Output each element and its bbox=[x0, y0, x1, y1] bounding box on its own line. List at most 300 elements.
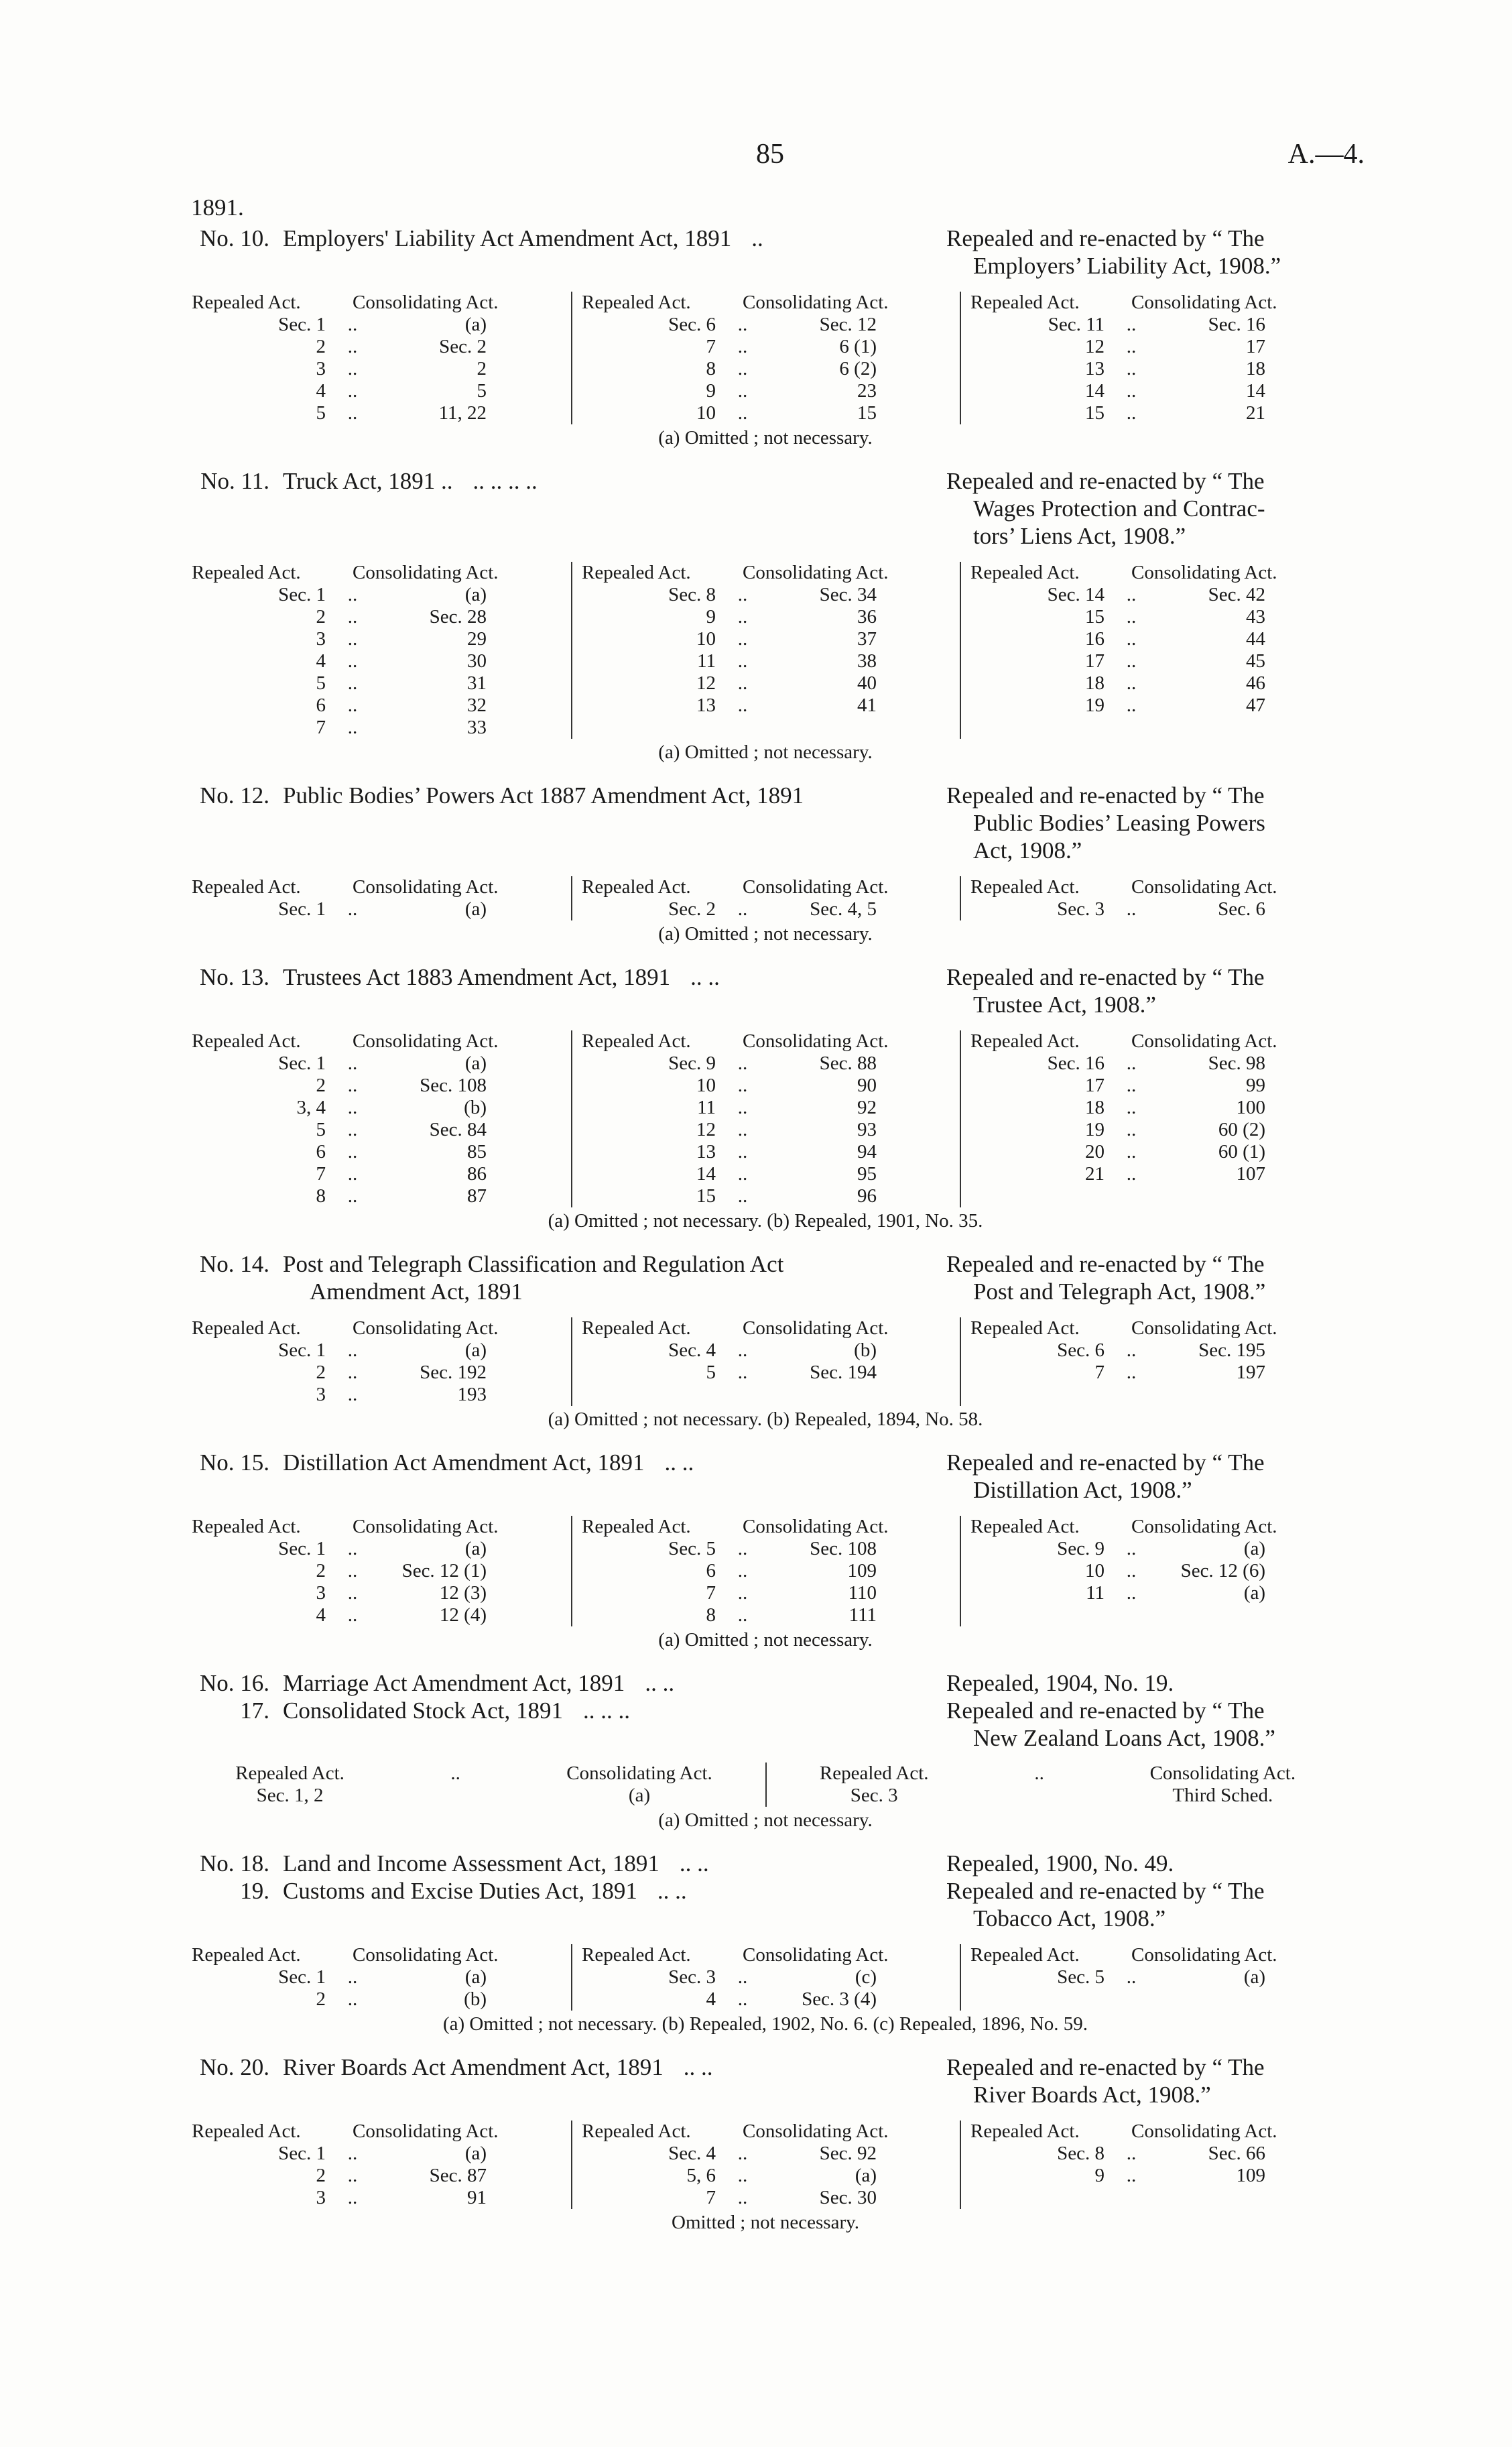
comparison-row bbox=[582, 1604, 960, 1626]
comparison-row bbox=[582, 672, 960, 695]
comparison-row bbox=[192, 1163, 571, 1185]
consolidating-act-heading: Consolidating Act. bbox=[743, 562, 889, 583]
leader-dots: .. bbox=[347, 1538, 358, 1559]
leader-dots: .. bbox=[751, 225, 763, 251]
consolidating-column bbox=[566, 1763, 712, 1807]
disposition-line: Repealed and re-enacted by “ The bbox=[946, 1878, 1265, 1904]
repealed-column bbox=[235, 1763, 344, 1807]
comparison-row bbox=[582, 336, 960, 358]
repealed-section: 4 bbox=[316, 650, 326, 672]
comparison-row bbox=[192, 1604, 571, 1626]
comparison-block bbox=[182, 1317, 571, 1406]
comparison-row bbox=[192, 1362, 571, 1384]
consolidating-act-heading: Consolidating Act. bbox=[353, 562, 499, 583]
consolidating-section: Sec. 12 (1) bbox=[401, 1560, 487, 1581]
column-headings bbox=[192, 292, 571, 314]
consolidating-section: Sec. 108 bbox=[420, 1075, 487, 1096]
leader-dots: .. bbox=[737, 1362, 748, 1383]
comparison-row bbox=[970, 402, 1348, 424]
comparison-row bbox=[582, 358, 960, 380]
comparison-block bbox=[960, 292, 1348, 424]
repealed-section: 14 bbox=[1085, 380, 1105, 402]
repealed-act-heading: Repealed Act. bbox=[582, 1944, 691, 1966]
section-heading bbox=[182, 1697, 1348, 1752]
act-section bbox=[182, 782, 1348, 946]
year-heading: 1891. bbox=[191, 194, 244, 221]
disposition-line: Repealed and re-enacted by “ The bbox=[946, 225, 1265, 251]
disposition bbox=[946, 1850, 1348, 1877]
comparison-row bbox=[970, 1119, 1348, 1141]
leader-dots: .. bbox=[347, 380, 358, 402]
repealed-act-heading: Repealed Act. bbox=[819, 1763, 929, 1784]
consolidating-section: Sec. 42 bbox=[1208, 584, 1265, 605]
leader-dots: .. bbox=[347, 1966, 358, 1988]
consolidating-act-heading: Consolidating Act. bbox=[1131, 2121, 1277, 2142]
footnote: (a) Omitted ; not necessary. bbox=[658, 427, 873, 449]
leader-dots: .. bbox=[737, 1582, 748, 1604]
repealed-section: Sec. 3 bbox=[1057, 898, 1105, 920]
disposition-line: Wages Protection and Contrac- bbox=[973, 495, 1265, 522]
consolidating-section: (b) bbox=[854, 1339, 877, 1361]
consolidating-section: 18 bbox=[1246, 358, 1265, 379]
consolidating-section: Sec. 92 bbox=[819, 2143, 877, 2164]
repealed-section: 8 bbox=[706, 358, 716, 379]
disposition bbox=[946, 782, 1348, 864]
act-title bbox=[283, 1877, 946, 1932]
comparison-row bbox=[970, 1582, 1348, 1604]
column-headings bbox=[970, 876, 1348, 898]
disposition-line: Employers’ Liability Act, 1908.” bbox=[973, 253, 1281, 279]
consolidating-section: Third Sched. bbox=[1172, 1785, 1273, 1806]
comparison-row bbox=[582, 584, 960, 606]
repealed-act-heading: Repealed Act. bbox=[970, 1944, 1080, 1966]
leader-dots: .. bbox=[1034, 1763, 1044, 1784]
consolidating-section: 107 bbox=[1236, 1163, 1265, 1185]
consolidating-section: 60 (2) bbox=[1218, 1119, 1265, 1140]
act-title bbox=[283, 963, 946, 1018]
repealed-section: 18 bbox=[1085, 1097, 1105, 1118]
consolidating-act-heading: Consolidating Act. bbox=[1149, 1763, 1296, 1784]
leader-dots: .. bbox=[737, 1163, 748, 1185]
section-heading bbox=[182, 467, 1348, 550]
leader-dots: .. bbox=[1126, 695, 1137, 716]
repealed-section: 3 bbox=[316, 2187, 326, 2208]
comparison-row bbox=[970, 2143, 1348, 2165]
leader-dots: .. bbox=[1126, 1141, 1137, 1162]
comparison-row bbox=[970, 1163, 1348, 1185]
comparison-row bbox=[970, 380, 1348, 402]
disposition bbox=[946, 1669, 1348, 1697]
comparison-row bbox=[970, 695, 1348, 717]
column-headings bbox=[192, 876, 571, 898]
repealed-section: Sec. 3 bbox=[850, 1785, 898, 1806]
repealed-act-heading: Repealed Act. bbox=[970, 1030, 1080, 1052]
act-section bbox=[182, 1449, 1348, 1652]
footnote: (a) Omitted ; not necessary. bbox=[658, 1809, 873, 1831]
consolidating-act-heading: Consolidating Act. bbox=[353, 1317, 499, 1339]
consolidating-section: (a) bbox=[464, 898, 487, 920]
consolidating-section: (a) bbox=[1243, 1966, 1265, 1988]
consolidating-act-heading: Consolidating Act. bbox=[743, 1030, 889, 1052]
repealed-section: 7 bbox=[1094, 1362, 1105, 1383]
comparison-row bbox=[192, 380, 571, 402]
comparison-block bbox=[571, 1944, 960, 2011]
repealed-section: 11 bbox=[697, 650, 716, 672]
repealed-section: Sec. 16 bbox=[1047, 1053, 1105, 1074]
leader-dots: .. bbox=[347, 402, 358, 424]
consolidating-section: 86 bbox=[467, 1163, 487, 1185]
consolidating-act-heading: Consolidating Act. bbox=[353, 1030, 499, 1052]
leader-dots: .. bbox=[1126, 314, 1137, 335]
leader-dots: .. bbox=[1126, 628, 1137, 650]
leader-dots: .. bbox=[737, 380, 748, 402]
leader-dots: .. bbox=[347, 1988, 358, 2010]
repealed-section: 17 bbox=[1085, 1075, 1105, 1096]
repealed-section: 18 bbox=[1085, 672, 1105, 694]
consolidating-section: Sec. 192 bbox=[420, 1362, 487, 1383]
consolidating-section: (a) bbox=[464, 1053, 487, 1074]
section-heading bbox=[182, 963, 1348, 1018]
footnote: (a) Omitted ; not necessary. bbox=[658, 741, 873, 763]
leader-dots: .. bbox=[347, 695, 358, 716]
leader-dots: .. bbox=[737, 1988, 748, 2010]
leader-dots: .. bbox=[737, 1141, 748, 1162]
leader-dots: .. bbox=[347, 1185, 358, 1207]
comparison-row bbox=[192, 584, 571, 606]
consolidating-section: 47 bbox=[1246, 695, 1265, 716]
repealed-act-heading: Repealed Act. bbox=[192, 2121, 301, 2142]
consolidating-section: 193 bbox=[457, 1384, 487, 1405]
column-headings bbox=[970, 292, 1348, 314]
act-title-line: Post and Telegraph Classification and Regulation Act bbox=[283, 1251, 784, 1277]
consolidating-section: 33 bbox=[467, 717, 487, 738]
comparison-block bbox=[182, 292, 571, 424]
repealed-section: 4 bbox=[316, 380, 326, 402]
consolidating-act-heading: Consolidating Act. bbox=[353, 876, 499, 898]
comparison-row bbox=[970, 606, 1348, 628]
repealed-section: 2 bbox=[316, 2165, 326, 2186]
leader-dots: .. .. bbox=[657, 1878, 687, 1904]
column-headings bbox=[970, 1030, 1348, 1053]
consolidating-act-heading: Consolidating Act. bbox=[743, 292, 889, 313]
consolidating-section: Sec. 34 bbox=[819, 584, 877, 605]
comparison-row bbox=[582, 695, 960, 717]
comparison-row bbox=[192, 2165, 571, 2187]
comparison-block bbox=[182, 562, 571, 739]
leader-dots: .. bbox=[347, 1339, 358, 1361]
comparison-row bbox=[582, 2143, 960, 2165]
disposition bbox=[946, 1250, 1348, 1305]
disposition-line: Repealed, 1904, No. 19. bbox=[946, 1670, 1174, 1696]
repealed-section: 10 bbox=[1085, 1560, 1105, 1581]
consolidating-section: 38 bbox=[857, 650, 877, 672]
column-headings bbox=[582, 562, 960, 584]
comparison-row bbox=[192, 1119, 571, 1141]
repealed-section: 5 bbox=[316, 1119, 326, 1140]
leader-dots: .. bbox=[347, 1582, 358, 1604]
disposition-line: Distillation Act, 1908.” bbox=[973, 1477, 1192, 1503]
repealed-act-heading: Repealed Act. bbox=[970, 876, 1080, 898]
leader-dots: .. bbox=[737, 1053, 748, 1074]
consolidating-section: (c) bbox=[855, 1966, 877, 1988]
leader-dots: .. bbox=[1126, 2143, 1137, 2164]
leader-dots: .. bbox=[737, 1075, 748, 1096]
repealed-act-heading: Repealed Act. bbox=[192, 876, 301, 898]
repealed-section: Sec. 5 bbox=[1057, 1966, 1105, 1988]
act-section bbox=[182, 1669, 1348, 1832]
repealed-section: 7 bbox=[706, 336, 716, 357]
page-number: 85 bbox=[756, 139, 784, 170]
comparison-row bbox=[970, 1075, 1348, 1097]
leader-dots: .. bbox=[1126, 1097, 1137, 1118]
act-title-line: Amendment Act, 1891 bbox=[310, 1278, 523, 1305]
leader-dots: .. bbox=[737, 1538, 748, 1559]
consolidating-section: 6 (1) bbox=[839, 336, 877, 357]
act-title bbox=[283, 782, 946, 864]
comparison-row bbox=[192, 402, 571, 424]
consolidating-act-heading: Consolidating Act. bbox=[353, 1516, 499, 1537]
leader-dots: .. bbox=[737, 336, 748, 357]
leader-dots: .. bbox=[347, 650, 358, 672]
act-title-text: Land and Income Assessment Act, 1891 bbox=[283, 1850, 659, 1876]
repealed-section: 8 bbox=[706, 1604, 716, 1626]
column-headings bbox=[582, 876, 960, 898]
leader-dots: .. bbox=[347, 606, 358, 628]
consolidating-section: 111 bbox=[848, 1604, 877, 1626]
comparison-row bbox=[192, 1384, 571, 1406]
repealed-section: Sec. 1 bbox=[278, 898, 326, 920]
act-section bbox=[182, 1250, 1348, 1431]
leader-dots: .. bbox=[737, 1966, 748, 1988]
leader-dots: .. bbox=[347, 1163, 358, 1185]
leader-dots: .. bbox=[737, 358, 748, 379]
comparison-block bbox=[960, 562, 1348, 739]
leader-dots: .. bbox=[1126, 336, 1137, 357]
comparison-row bbox=[582, 314, 960, 336]
section-number: No. 18. bbox=[199, 1850, 269, 1876]
repealed-section: 21 bbox=[1085, 1163, 1105, 1185]
leader-dots: .. .. .. .. bbox=[472, 468, 538, 494]
comparison-row bbox=[970, 1538, 1348, 1560]
consolidating-act-heading: Consolidating Act. bbox=[743, 2121, 889, 2142]
consolidating-section: 45 bbox=[1246, 650, 1265, 672]
section-number: No. 13. bbox=[199, 964, 269, 990]
comparison-row bbox=[192, 358, 571, 380]
consolidating-act-heading: Consolidating Act. bbox=[566, 1763, 712, 1784]
comparison-row bbox=[582, 1560, 960, 1582]
section-number: No. 10. bbox=[199, 225, 269, 251]
repealed-act-heading: Repealed Act. bbox=[192, 562, 301, 583]
leader-dots: .. bbox=[1126, 380, 1137, 402]
section-number: No. 12. bbox=[199, 782, 269, 809]
leader-dots: .. bbox=[347, 336, 358, 357]
repealed-section: 12 bbox=[696, 672, 716, 694]
leader-dots: .. bbox=[1126, 2165, 1137, 2186]
leader-dots bbox=[450, 1763, 460, 1807]
repealed-act-heading: Repealed Act. bbox=[582, 1317, 691, 1339]
comparison-table bbox=[182, 1763, 1348, 1807]
consolidating-section: 60 (1) bbox=[1218, 1141, 1265, 1162]
section-number: No. 15. bbox=[199, 1449, 269, 1476]
comparison-block bbox=[182, 1030, 571, 1207]
leader-dots: .. .. bbox=[645, 1670, 675, 1696]
repealed-section: 11 bbox=[697, 1097, 716, 1118]
disposition-line: Repealed and re-enacted by “ The bbox=[946, 1697, 1265, 1724]
leader-dots: .. bbox=[737, 1185, 748, 1207]
comparison-row bbox=[192, 1053, 571, 1075]
comparison-row bbox=[192, 1966, 571, 1988]
leader-dots: .. bbox=[1126, 402, 1137, 424]
comparison-row bbox=[970, 1053, 1348, 1075]
consolidating-act-heading: Consolidating Act. bbox=[1131, 1944, 1277, 1966]
leader-dots: .. bbox=[737, 672, 748, 694]
repealed-act-heading: Repealed Act. bbox=[582, 876, 691, 898]
consolidating-act-heading: Consolidating Act. bbox=[743, 876, 889, 898]
comparison-row bbox=[192, 2143, 571, 2165]
repealed-section: Sec. 3 bbox=[668, 1966, 716, 1988]
repealed-section: 6 bbox=[706, 1560, 716, 1581]
consolidating-section: Sec. 66 bbox=[1208, 2143, 1265, 2164]
column-headings bbox=[192, 1030, 571, 1053]
consolidating-section: Sec. 84 bbox=[429, 1119, 487, 1140]
comparison-row bbox=[970, 898, 1348, 920]
consolidating-act-heading: Consolidating Act. bbox=[743, 1944, 889, 1966]
repealed-section: 16 bbox=[1085, 628, 1105, 650]
act-title-text: Public Bodies’ Powers Act 1887 Amendment Act, 1891 bbox=[283, 782, 804, 809]
repealed-section: Sec. 1 bbox=[278, 1053, 326, 1074]
leader-dots: .. bbox=[1126, 1163, 1137, 1185]
repealed-act-heading: Repealed Act. bbox=[192, 1944, 301, 1966]
comparison-block bbox=[182, 2121, 571, 2209]
comparison-row bbox=[970, 1560, 1348, 1582]
disposition-line: River Boards Act, 1908.” bbox=[973, 2082, 1211, 2108]
comparison-row bbox=[970, 358, 1348, 380]
repealed-section: Sec. 1 bbox=[278, 2143, 326, 2164]
leader-dots: .. bbox=[1126, 1538, 1137, 1559]
page-reference: A.—4. bbox=[1287, 139, 1365, 170]
leader-dots: .. bbox=[347, 314, 358, 335]
consolidating-section: (a) bbox=[464, 2143, 487, 2164]
consolidating-section: Sec. 4, 5 bbox=[810, 898, 877, 920]
repealed-section: Sec. 6 bbox=[668, 314, 716, 335]
comparison-row bbox=[582, 1988, 960, 2011]
consolidating-section: 15 bbox=[857, 402, 877, 424]
comparison-block bbox=[960, 876, 1348, 920]
consolidating-section: 5 bbox=[477, 380, 487, 402]
leader-dots: .. bbox=[347, 2165, 358, 2186]
column-headings bbox=[192, 1944, 571, 1966]
comparison-block bbox=[571, 562, 960, 739]
repealed-section: 9 bbox=[1094, 2165, 1105, 2186]
comparison-row bbox=[192, 1097, 571, 1119]
disposition-line: Repealed, 1900, No. 49. bbox=[946, 1850, 1174, 1876]
consolidating-section: 21 bbox=[1246, 402, 1265, 424]
leader-dots: .. bbox=[450, 1763, 460, 1784]
comparison-table bbox=[182, 2121, 1348, 2209]
consolidating-section: 95 bbox=[857, 1163, 877, 1185]
consolidating-section: 46 bbox=[1246, 672, 1265, 694]
comparison-block bbox=[571, 2121, 960, 2209]
consolidating-section: 96 bbox=[857, 1185, 877, 1207]
consolidating-section: (a) bbox=[464, 1966, 487, 1988]
act-title bbox=[283, 1669, 946, 1697]
comparison-row bbox=[582, 1119, 960, 1141]
consolidating-section: Sec. 12 bbox=[819, 314, 877, 335]
leader-dots: .. bbox=[347, 898, 358, 920]
repealed-section: 2 bbox=[316, 1362, 326, 1383]
comparison-row bbox=[192, 336, 571, 358]
consolidating-section: 14 bbox=[1246, 380, 1265, 402]
footnote: (a) Omitted ; not necessary. bbox=[658, 1629, 873, 1651]
comparison-block bbox=[571, 1317, 960, 1406]
consolidating-section: Sec. 28 bbox=[429, 606, 487, 628]
repealed-section: 19 bbox=[1085, 1119, 1105, 1140]
column-headings bbox=[192, 562, 571, 584]
repealed-section: 5, 6 bbox=[686, 2165, 716, 2186]
comparison-row bbox=[192, 1582, 571, 1604]
repealed-section: 13 bbox=[696, 695, 716, 716]
leader-dots: .. bbox=[347, 717, 358, 738]
consolidating-section: 92 bbox=[857, 1097, 877, 1118]
column-headings bbox=[192, 1516, 571, 1538]
leader-dots: .. bbox=[347, 672, 358, 694]
repealed-section: 2 bbox=[316, 336, 326, 357]
disposition-line: Repealed and re-enacted by “ The bbox=[946, 964, 1265, 990]
consolidating-section: Sec. 98 bbox=[1208, 1053, 1265, 1074]
comparison-block bbox=[571, 876, 960, 920]
act-title bbox=[283, 1250, 946, 1305]
column-headings bbox=[582, 1516, 960, 1538]
consolidating-section: 31 bbox=[467, 672, 487, 694]
comparison-block bbox=[960, 1944, 1348, 2011]
consolidating-section: (a) bbox=[464, 1339, 487, 1361]
comparison-row bbox=[582, 1053, 960, 1075]
comparison-row bbox=[192, 1075, 571, 1097]
consolidating-section: Sec. 6 bbox=[1218, 898, 1265, 920]
repealed-section: Sec. 1 bbox=[278, 314, 326, 335]
comparison-table bbox=[182, 292, 1348, 424]
leader-dots: .. .. bbox=[683, 2054, 713, 2080]
act-title bbox=[283, 1697, 946, 1752]
comparison-row bbox=[192, 1339, 571, 1362]
repealed-act-heading: Repealed Act. bbox=[192, 1516, 301, 1537]
consolidating-section: 12 (3) bbox=[439, 1582, 487, 1604]
repealed-section: 12 bbox=[696, 1119, 716, 1140]
act-title-text: Consolidated Stock Act, 1891 bbox=[283, 1697, 564, 1724]
consolidating-section: (a) bbox=[1243, 1582, 1265, 1604]
disposition-line: Repealed and re-enacted by “ The bbox=[946, 468, 1265, 494]
consolidating-section: 85 bbox=[467, 1141, 487, 1162]
leader-dots: .. bbox=[737, 2165, 748, 2186]
disposition-line: Repealed and re-enacted by “ The bbox=[946, 782, 1265, 809]
leader-dots: .. bbox=[1126, 606, 1137, 628]
disposition-line: Post and Telegraph Act, 1908.” bbox=[973, 1278, 1266, 1305]
repealed-section: Sec. 6 bbox=[1057, 1339, 1105, 1361]
repealed-section: 7 bbox=[706, 2187, 716, 2208]
leader-dots bbox=[1034, 1763, 1044, 1807]
comparison-block bbox=[960, 1317, 1348, 1406]
comparison-row bbox=[582, 606, 960, 628]
comparison-row bbox=[582, 1582, 960, 1604]
consolidating-section: 91 bbox=[467, 2187, 487, 2208]
comparison-block bbox=[571, 292, 960, 424]
consolidating-section: (a) bbox=[464, 314, 487, 335]
repealed-act-heading: Repealed Act. bbox=[970, 1317, 1080, 1339]
comparison-row bbox=[582, 1538, 960, 1560]
comparison-row bbox=[582, 1075, 960, 1097]
consolidating-act-heading: Consolidating Act. bbox=[353, 2121, 499, 2142]
leader-dots: .. bbox=[1126, 650, 1137, 672]
